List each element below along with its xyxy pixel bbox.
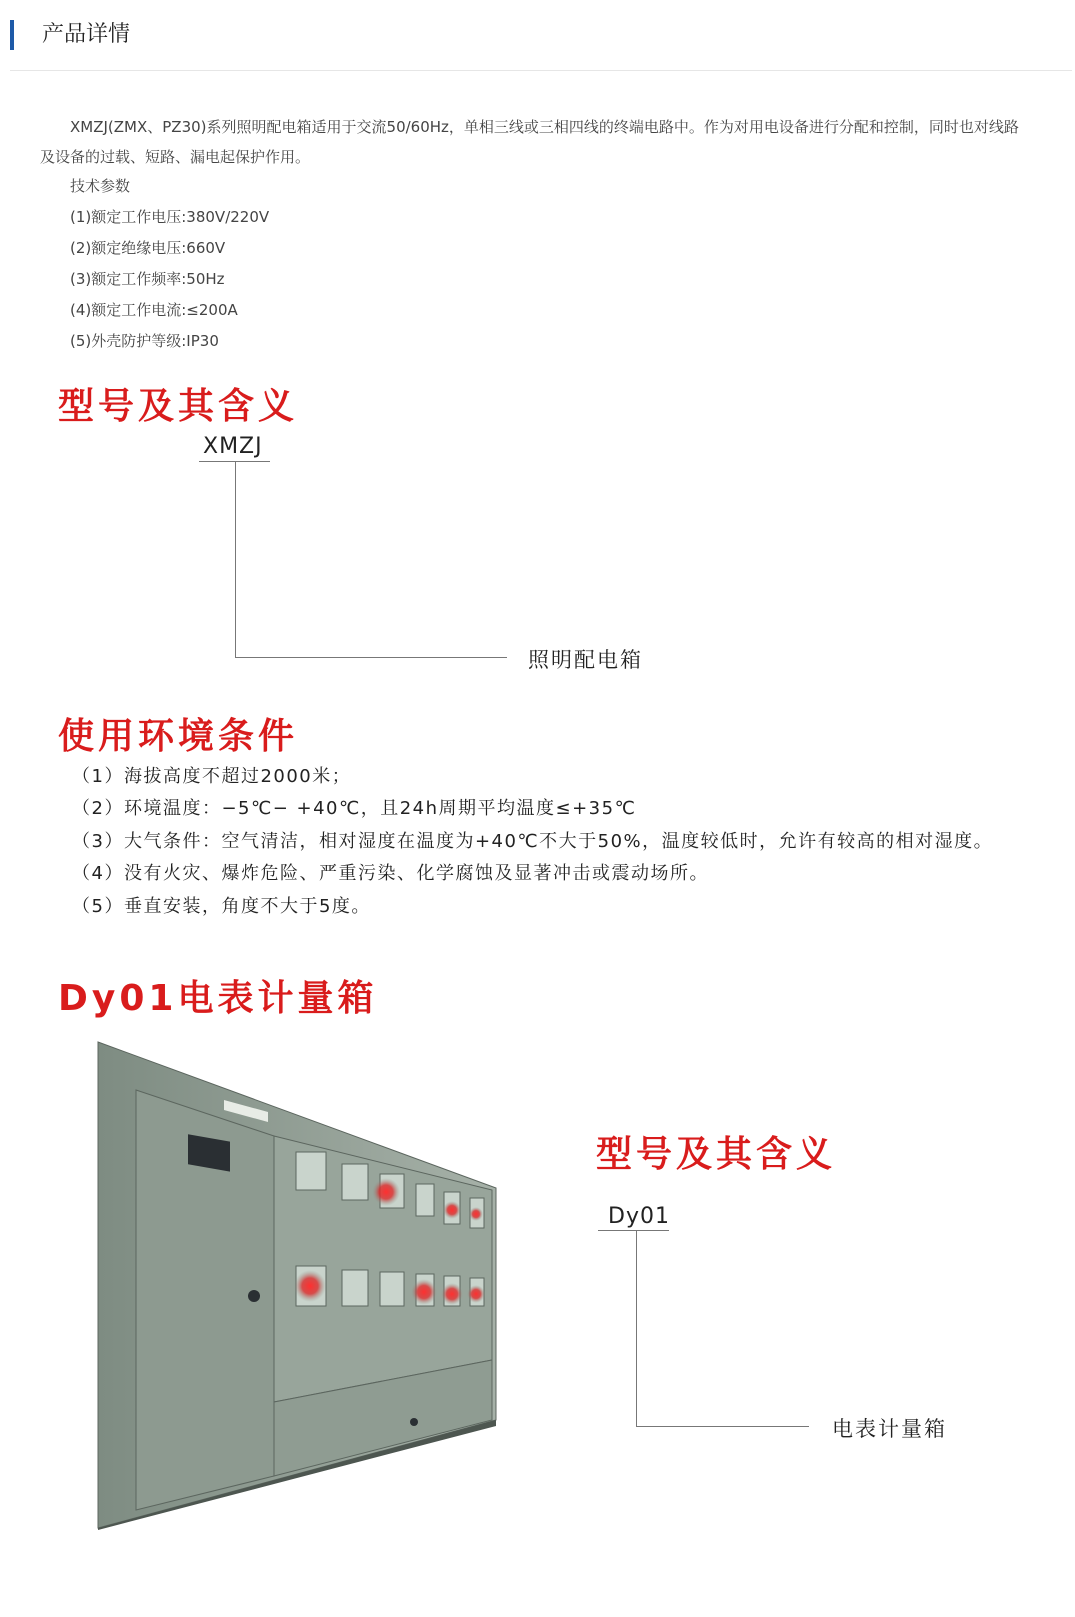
env-item: （4）没有火灾、爆炸危险、严重污染、化学腐蚀及显著冲击或震动场所。: [72, 863, 709, 884]
section-title-environment: 使用环境条件: [58, 716, 299, 757]
connector-vertical: [235, 461, 236, 657]
meter-box-photo: [96, 1040, 501, 1530]
dy01-underline: [598, 1230, 669, 1231]
param-item: (3)额定工作频率:50Hz: [70, 270, 225, 288]
page-title: 产品详情: [42, 22, 131, 47]
env-item: （2）环境温度：−5℃− +40℃，且24h周期平均温度≤+35℃: [72, 798, 637, 819]
dy01-code: Dy01: [608, 1204, 670, 1229]
header-divider: [10, 70, 1072, 71]
model-code: XMZJ: [203, 434, 263, 459]
header-accent-bar: [10, 20, 14, 50]
section-title-dy01: Dy01电表计量箱: [58, 978, 378, 1019]
env-item: （3）大气条件：空气清洁，相对湿度在温度为+40℃不大于50%，温度较低时，允许有较高的相对湿度。: [72, 831, 994, 852]
param-item: (1)额定工作电压:380V/220V: [70, 208, 270, 226]
section-title-dy01-model: 型号及其含义: [596, 1134, 837, 1175]
model-meaning: 照明配电箱: [528, 648, 643, 672]
dy01-meaning: 电表计量箱: [832, 1417, 947, 1441]
params-title: 技术参数: [70, 177, 131, 195]
param-item: (5)外壳防护等级:IP30: [70, 332, 219, 350]
connector-horizontal: [235, 657, 507, 658]
intro-paragraph: [40, 112, 1030, 172]
dy01-connector-horizontal: [636, 1426, 809, 1427]
section-title-model: 型号及其含义: [58, 386, 299, 427]
intro-text: XMZJ(ZMX、PZ30)系列照明配电箱适用于交流50/60Hz，单相三线或三相四线的终端电路中。作为对用电设备进行分配和控制，同时也对线路及设备的过载、短路、漏电起保护作用。: [40, 118, 1019, 166]
param-item: (2)额定绝缘电压:660V: [70, 239, 226, 257]
env-item: （5）垂直安装，角度不大于5度。: [72, 896, 371, 917]
env-item: （1）海拔高度不超过2000米；: [72, 766, 352, 787]
dy01-connector-vertical: [636, 1230, 637, 1426]
param-item: (4)额定工作电流:≤200A: [70, 301, 238, 319]
